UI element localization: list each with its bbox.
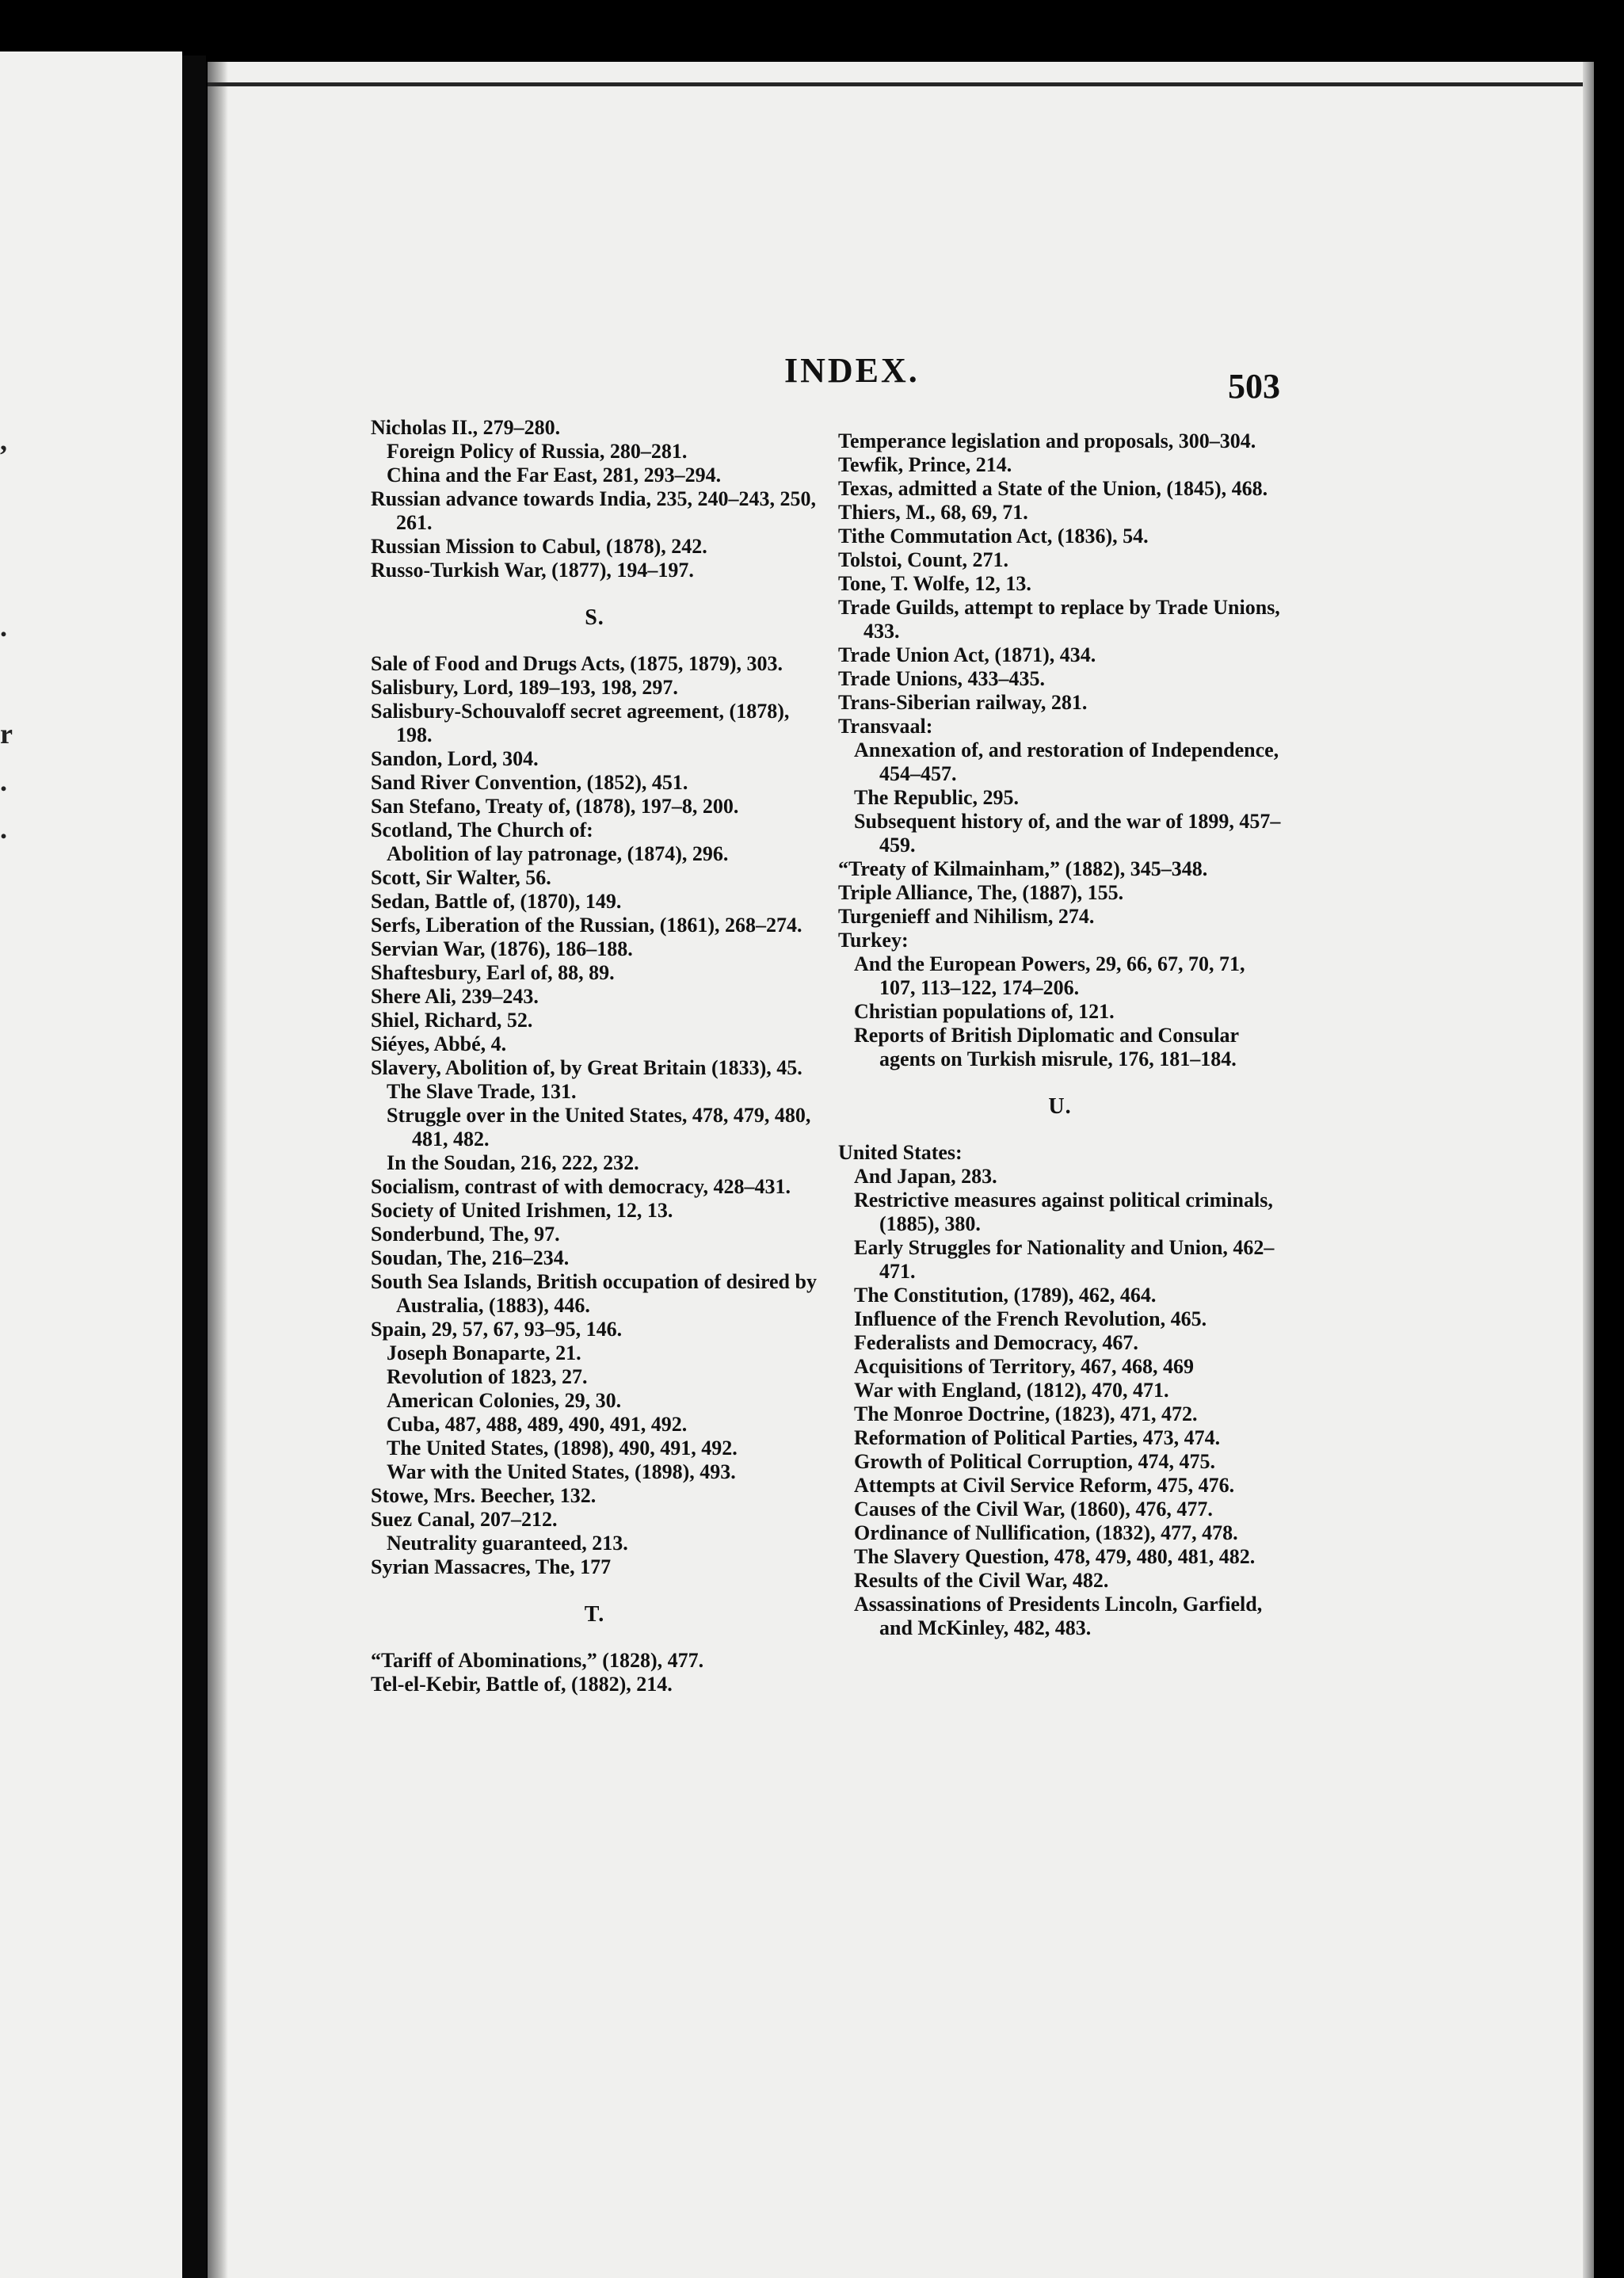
index-entry: Society of United Irishmen, 12, 13.	[371, 1199, 673, 1222]
index-entry: Sedan, Battle of, (1870), 149.	[371, 890, 622, 913]
index-subentry: The Constitution, (1789), 462, 464.	[854, 1284, 1157, 1307]
index-subentry: War with England, (1812), 470, 471.	[854, 1379, 1169, 1402]
facing-page-mark: .	[0, 611, 7, 643]
index-entry: Tithe Commutation Act, (1836), 54.	[838, 525, 1149, 548]
index-entry: Sandon, Lord, 304.	[371, 747, 539, 770]
index-column-right	[838, 429, 1282, 1640]
index-subentry: The United States, (1898), 490, 491, 492.	[387, 1437, 738, 1460]
index-subentry: Abolition of lay patronage, (1874), 296.	[387, 842, 729, 865]
index-entry: Scott, Sir Walter, 56.	[371, 866, 551, 889]
index-entry: Trans-Siberian railway, 281.	[838, 691, 1088, 714]
page-top-edge	[208, 82, 1592, 86]
index-entry: Siéyes, Abbé, 4.	[371, 1032, 507, 1055]
facing-page-edge	[0, 52, 182, 2278]
index-entry: Turgenieff and Nihilism, 274.	[838, 905, 1095, 928]
index-entry: Tolstoi, Count, 271.	[838, 548, 1009, 571]
section-letter: T.	[584, 1602, 605, 1627]
facing-page-mark: .	[0, 813, 7, 845]
index-subentry: China and the Far East, 281, 293–294.	[387, 464, 722, 487]
index-entry: Salisbury-Schouvaloff secret agreement, (1878), 198.	[371, 700, 790, 746]
index-entry: San Stefano, Treaty of, (1878), 197–8, 200.	[371, 795, 739, 818]
page-right-edge	[1583, 62, 1594, 2278]
index-subentry: Growth of Political Corruption, 474, 475.	[854, 1450, 1215, 1473]
index-subentry: Reports of British Diplomatic and Consular agents on Turkish misrule, 176, 181–184.	[854, 1024, 1239, 1070]
index-subentry: And Japan, 283.	[854, 1165, 997, 1188]
index-entry: Russian Mission to Cabul, (1878), 242.	[371, 535, 707, 558]
book-gutter	[182, 55, 206, 2278]
index-entry: Sand River Convention, (1852), 451.	[371, 771, 688, 794]
index-subentry: Assassinations of Presidents Lincoln, Garfield, and McKinley, 482, 483.	[854, 1593, 1263, 1639]
index-entry: Servian War, (1876), 186–188.	[371, 937, 633, 960]
index-subentry: Subsequent history of, and the war of 1899, 457–459.	[854, 810, 1281, 857]
index-entry: Salisbury, Lord, 189–193, 198, 297.	[371, 676, 678, 699]
index-subentry: In the Soudan, 216, 222, 232.	[387, 1151, 639, 1174]
index-subentry: The Republic, 295.	[854, 786, 1020, 809]
index-entry: Trade Unions, 433–435.	[838, 667, 1045, 690]
index-subentry: The Slavery Question, 478, 479, 480, 481, 482.	[854, 1545, 1256, 1568]
index-subentry: Annexation of, and restoration of Independence, 454–457.	[854, 738, 1279, 785]
index-subentry: Results of the Civil War, 482.	[854, 1569, 1109, 1592]
section-letter: U.	[1048, 1094, 1072, 1119]
index-entry: Serfs, Liberation of the Russian, (1861), 268–274.	[371, 914, 802, 937]
section-letter: S.	[585, 605, 604, 630]
index-subentry: And the European Powers, 29, 66, 67, 70, 71, 107, 113–122, 174–206.	[854, 952, 1245, 999]
index-entry: Soudan, The, 216–234.	[371, 1246, 570, 1269]
index-subentry: American Colonies, 29, 30.	[387, 1389, 622, 1412]
index-entry: Shiel, Richard, 52.	[371, 1009, 533, 1032]
index-subentry: Early Struggles for Nationality and Union, 462–471.	[854, 1236, 1275, 1283]
index-subentry: Joseph Bonaparte, 21.	[387, 1341, 581, 1364]
index-subentry: Reformation of Political Parties, 473, 474.	[854, 1426, 1221, 1449]
index-entry: Russo-Turkish War, (1877), 194–197.	[371, 559, 694, 582]
index-subentry: The Slave Trade, 131.	[387, 1080, 577, 1103]
index-subentry: War with the United States, (1898), 493.	[387, 1460, 736, 1483]
page-number: 503	[1228, 367, 1280, 406]
index-subentry: Cuba, 487, 488, 489, 490, 491, 492.	[387, 1413, 688, 1436]
facing-page-mark: r	[0, 718, 13, 750]
index-subentry: Influence of the French Revolution, 465.	[854, 1307, 1207, 1330]
index-entry: Turkey:	[838, 929, 909, 952]
index-entry: Tewfik, Prince, 214.	[838, 453, 1012, 476]
index-entry: Shaftesbury, Earl of, 88, 89.	[371, 961, 615, 984]
index-entry: “Tariff of Abominations,” (1828), 477.	[371, 1649, 704, 1672]
index-subentry: Causes of the Civil War, (1860), 476, 477.	[854, 1498, 1213, 1521]
index-entry: Suez Canal, 207–212.	[371, 1508, 558, 1531]
index-subentry: Foreign Policy of Russia, 280–281.	[387, 440, 688, 463]
index-entry: Spain, 29, 57, 67, 93–95, 146.	[371, 1318, 623, 1341]
index-entry: Socialism, contrast of with democracy, 428–431.	[371, 1175, 791, 1198]
index-entry: Stowe, Mrs. Beecher, 132.	[371, 1484, 597, 1507]
index-entry: South Sea Islands, British occupation of desired by Australia, (1883), 446.	[371, 1270, 817, 1317]
facing-page-mark: .	[0, 765, 7, 797]
index-entry: Tone, T. Wolfe, 12, 13.	[838, 572, 1031, 595]
index-subentry: The Monroe Doctrine, (1823), 471, 472.	[854, 1402, 1198, 1425]
index-entry: Transvaal:	[838, 715, 933, 738]
index-entry: Sonderbund, The, 97.	[371, 1223, 560, 1246]
index-subentry: Federalists and Democracy, 467.	[854, 1331, 1138, 1354]
index-subentry: Ordinance of Nullification, (1832), 477, 478.	[854, 1521, 1238, 1544]
index-entry: Trade Guilds, attempt to replace by Trade Unions, 433.	[838, 596, 1280, 643]
index-entry: United States:	[838, 1141, 963, 1164]
index-entry: Nicholas II., 279–280.	[371, 416, 561, 439]
index-entry: Texas, admitted a State of the Union, (1845), 468.	[838, 477, 1268, 500]
index-entry: Thiers, M., 68, 69, 71.	[838, 501, 1028, 524]
index-entry: Syrian Massacres, The, 177	[371, 1555, 612, 1578]
index-entry: Triple Alliance, The, (1887), 155.	[838, 881, 1124, 904]
index-entry: Shere Ali, 239–243.	[371, 985, 539, 1008]
index-subentry: Restrictive measures against political criminals, (1885), 380.	[854, 1189, 1273, 1235]
index-subentry: Attempts at Civil Service Reform, 475, 476.	[854, 1474, 1235, 1497]
index-entry: Trade Union Act, (1871), 434.	[838, 643, 1096, 666]
index-entry: Russian advance towards India, 235, 240–243, 250, 261.	[371, 487, 816, 534]
index-entry: “Treaty of Kilmainham,” (1882), 345–348.	[838, 857, 1208, 880]
index-entry: Slavery, Abolition of, by Great Britain (1833), 45.	[371, 1056, 802, 1079]
index-entry: Tel-el-Kebir, Battle of, (1882), 214.	[371, 1673, 673, 1696]
index-subentry: Revolution of 1823, 27.	[387, 1365, 588, 1388]
index-subentry: Christian populations of, 121.	[854, 1000, 1115, 1023]
index-subentry: Struggle over in the United States, 478, 479, 480, 481, 482.	[387, 1104, 811, 1150]
index-column-left	[371, 416, 818, 1696]
page-title: INDEX.	[784, 351, 920, 390]
index-entry: Temperance legislation and proposals, 300–304.	[838, 429, 1256, 452]
index-entry: Scotland, The Church of:	[371, 818, 593, 841]
index-entry: Sale of Food and Drugs Acts, (1875, 1879), 303.	[371, 652, 783, 675]
index-subentry: Acquisitions of Territory, 467, 468, 469	[854, 1355, 1195, 1378]
facing-page-mark: ,	[0, 425, 7, 456]
index-subentry: Neutrality guaranteed, 213.	[387, 1532, 628, 1555]
